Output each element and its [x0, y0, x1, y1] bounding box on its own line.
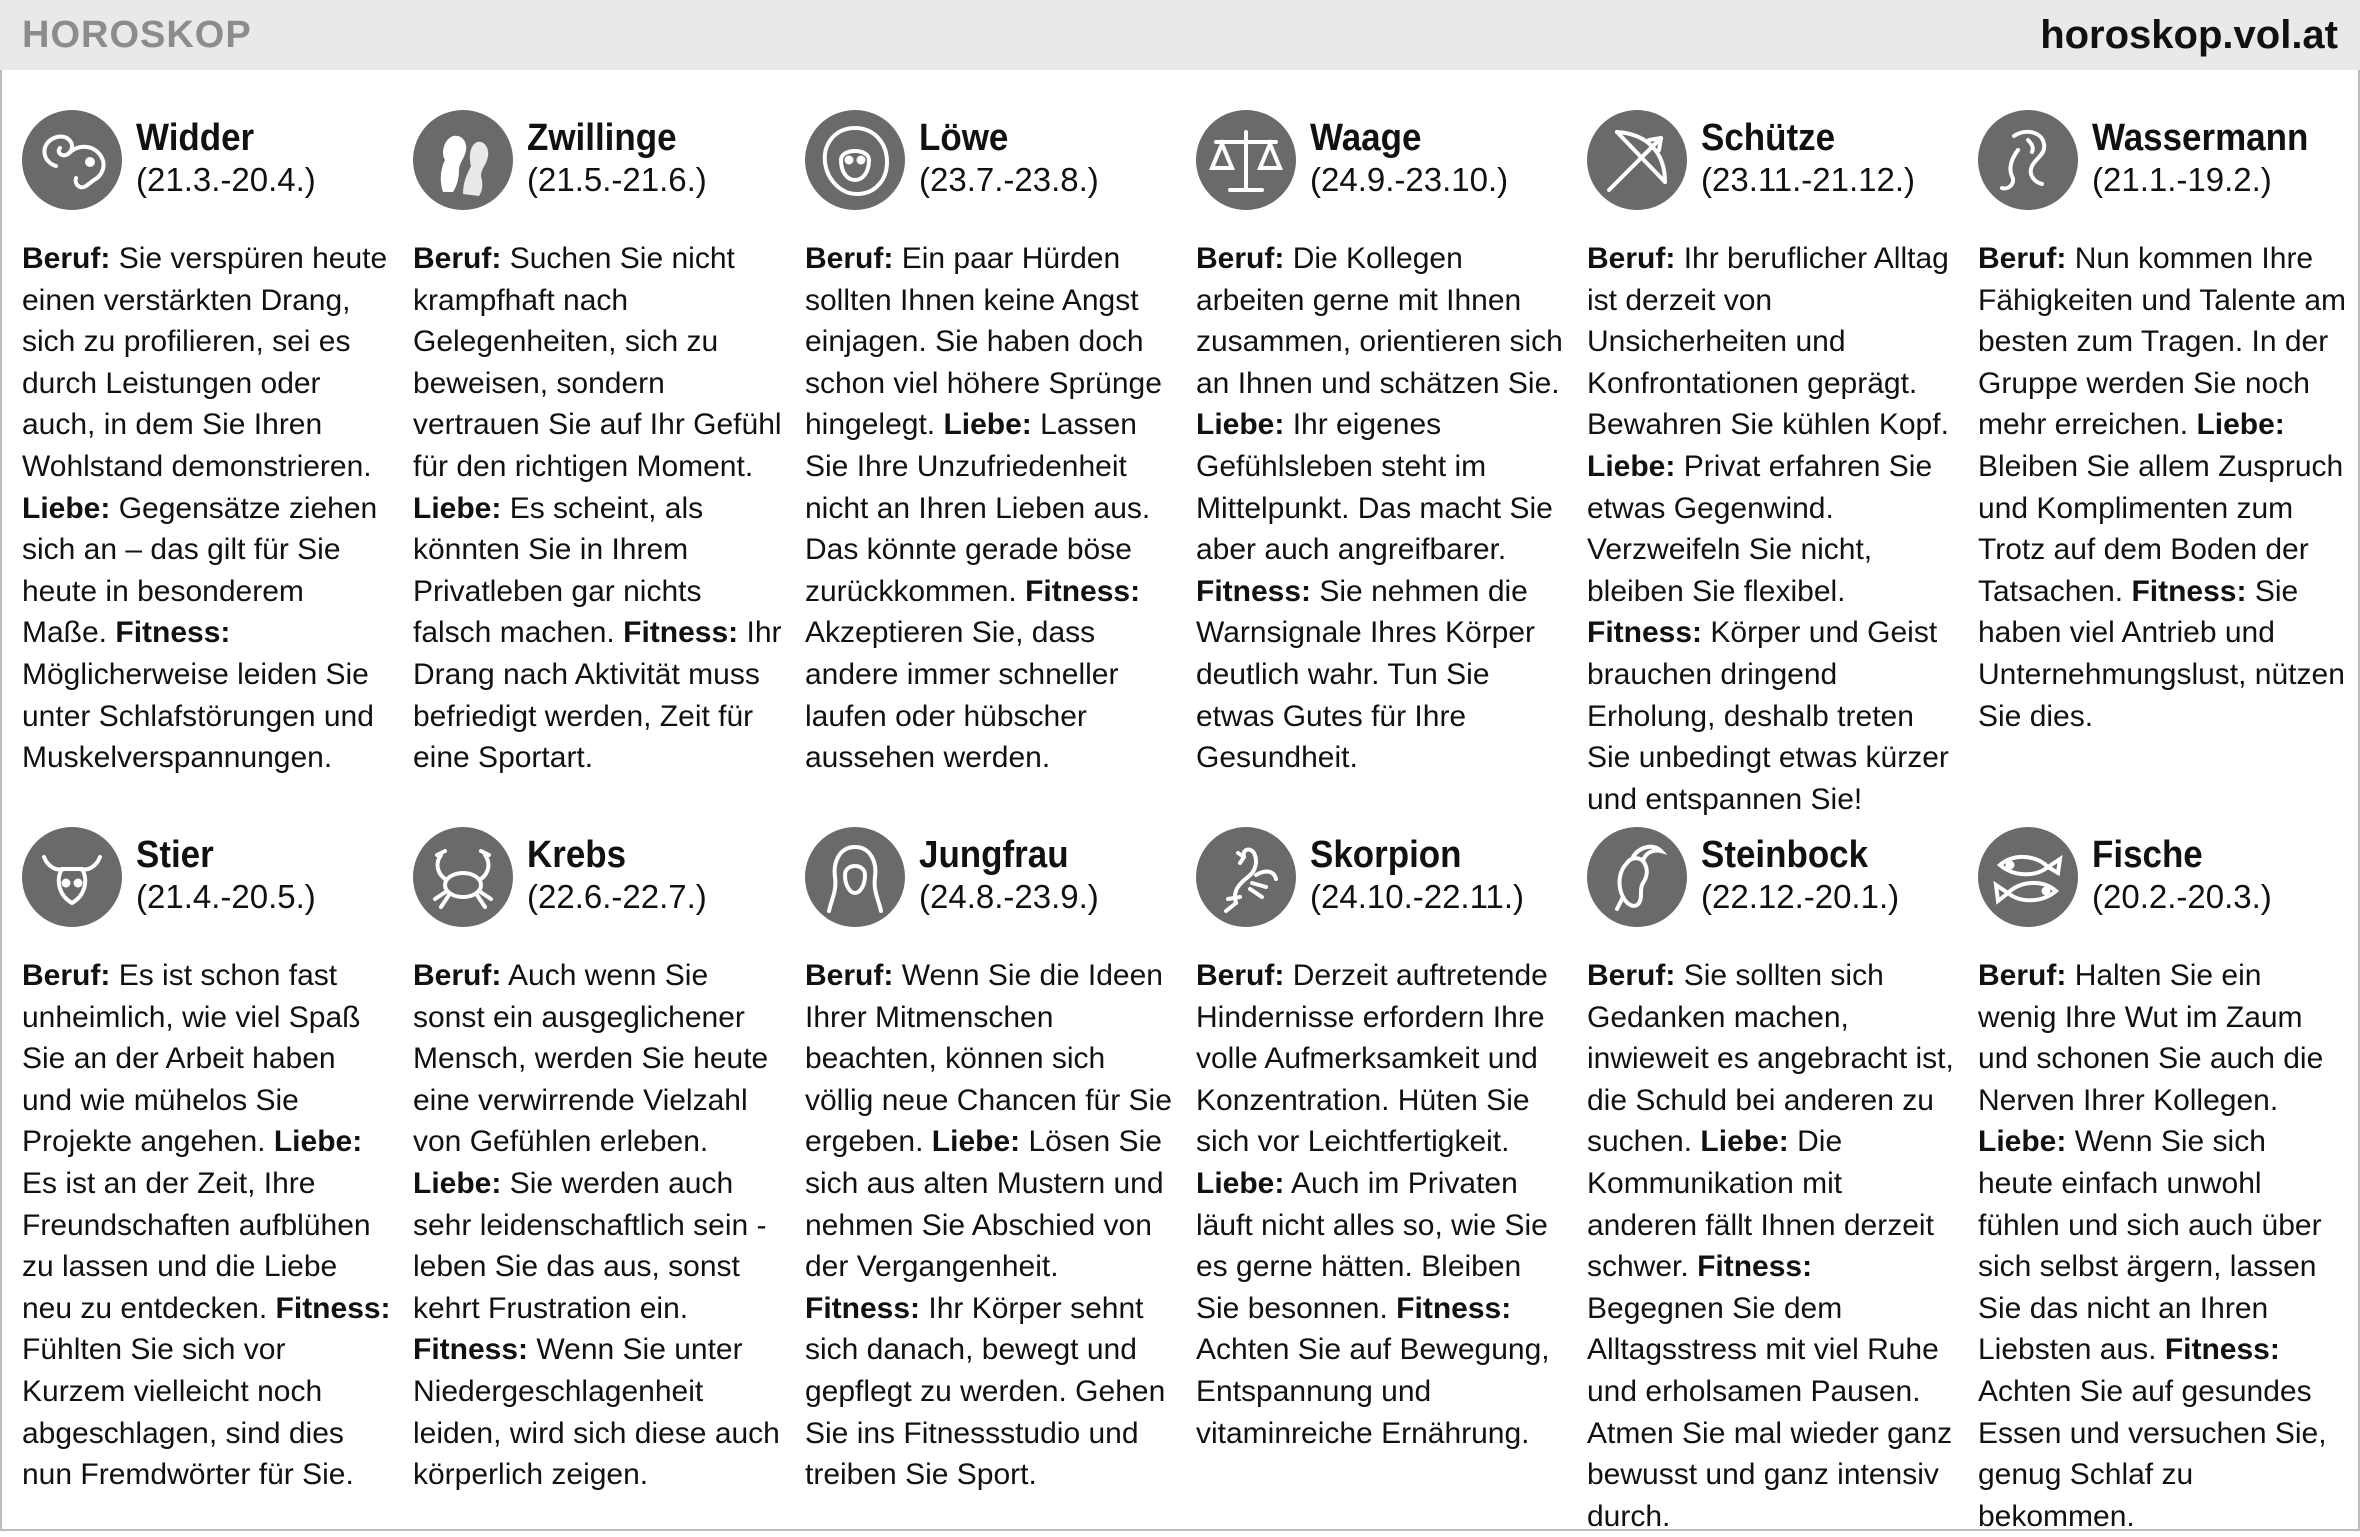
- fitness-text: Ihr Drang nach Aktivität muss befriedigt werden, Zeit für eine Sportart.: [413, 616, 782, 775]
- sign-name: Schütze: [1701, 117, 1836, 159]
- liebe-label: Liebe:: [1196, 408, 1285, 442]
- liebe-label: Liebe:: [2196, 408, 2285, 442]
- beruf-text: Auch wenn Sie sonst ein ausgeglichener Mensch, werden Sie heute eine verwirrende Vielzahl von Gefühlen erleben.: [413, 959, 769, 1159]
- sign-date: (21.3.-20.4.): [136, 161, 316, 198]
- fitness-text: Akzeptieren Sie, dass andere immer schneller laufen oder hübscher aussehen werden.: [805, 616, 1119, 775]
- sign-horoscope-text: [1196, 238, 1566, 779]
- scales-icon: [1196, 110, 1296, 210]
- sign-horoscope-text: [1978, 955, 2348, 1537]
- liebe-label: Liebe:: [22, 491, 111, 525]
- sign-name: Zwillinge: [527, 117, 677, 159]
- fitness-text: Ihr Körper sehnt sich danach, bewegt und gepflegt zu werden. Gehen Sie ins Fitnessstudio und treiben Sie Sport.: [805, 1291, 1166, 1492]
- sign-name: Wassermann: [2092, 117, 2309, 159]
- crab-icon: [413, 827, 513, 927]
- sign-date: (23.7.-23.8.): [919, 161, 1099, 198]
- fitness-text: Körper und Geist brauchen dringend Erholung, deshalb treten Sie unbedingt etwas kürzer und entspannen Sie!: [1587, 616, 1949, 816]
- beruf-label: Beruf:: [22, 242, 111, 275]
- sign-name: Widder: [136, 117, 255, 159]
- beruf-label: Beruf:: [22, 959, 111, 992]
- liebe-text: Privat erfahren Sie etwas Gegenwind. Verzweifeln Sie nicht, bleiben Sie flexibel.: [1587, 449, 1933, 608]
- sign-loewe: [805, 110, 1175, 779]
- page-header: [0, 0, 2360, 70]
- sign-horoscope-text: [413, 955, 783, 1496]
- liebe-text: Lassen Sie Ihre Unzufriedenheit nicht an Ihren Lieben aus. Das könnte gerade böse zurückkommen.: [805, 408, 1151, 608]
- fitness-label: Fitness:: [623, 616, 739, 650]
- sign-waage: [1196, 110, 1566, 779]
- fitness-label: Fitness:: [2164, 1333, 2280, 1367]
- twins-icon: [413, 110, 513, 210]
- beruf-text: Ein paar Hürden sollten Ihnen keine Angst einjagen. Sie haben doch schon viel höhere Sprünge hingelegt.: [805, 242, 1162, 442]
- liebe-label: Liebe:: [943, 408, 1032, 442]
- beruf-text: Halten Sie ein wenig Ihre Wut im Zaum und schonen Sie auch die Nerven Ihrer Kollegen.: [1978, 959, 2324, 1117]
- beruf-label: Beruf:: [1978, 959, 2067, 992]
- sign-steinbock: [1587, 827, 1957, 1537]
- fish-icon: [1978, 827, 2078, 927]
- liebe-label: Liebe:: [1978, 1125, 2067, 1159]
- goat-icon: [1587, 827, 1687, 927]
- archer-icon: [1587, 110, 1687, 210]
- liebe-label: Liebe:: [413, 1166, 502, 1200]
- fitness-text: Wenn Sie unter Niedergeschlagenheit leiden, wird sich diese auch körperlich zeigen.: [413, 1333, 780, 1492]
- sign-name: Stier: [136, 834, 214, 876]
- liebe-label: Liebe:: [1587, 449, 1676, 483]
- fitness-label: Fitness:: [1025, 574, 1141, 608]
- sign-wassermann: [1978, 110, 2348, 737]
- sign-horoscope-text: [22, 238, 392, 779]
- beruf-label: Beruf:: [413, 242, 502, 275]
- liebe-label: Liebe:: [273, 1125, 363, 1159]
- beruf-text: Wenn Sie die Ideen Ihrer Mitmenschen beachten, können sich völlig neue Chancen für Sie ergeben.: [805, 959, 1172, 1159]
- fitness-text: Fühlten Sie sich vor Kurzem vielleicht noch abgeschlagen, sind dies nun Fremdwörter für Sie.: [22, 1333, 354, 1492]
- beruf-text: Die Kollegen arbeiten gerne mit Ihnen zusammen, orientieren sich an Ihnen und schätzen Sie.: [1196, 242, 1563, 400]
- liebe-text: Es ist an der Zeit, Ihre Freundschaften aufblühen zu lassen und die Liebe neu zu entdecken.: [22, 1166, 371, 1325]
- sign-date: (21.1.-19.2.): [2092, 161, 2272, 198]
- sign-horoscope-text: [22, 955, 392, 1496]
- beruf-text: Ihr beruflicher Alltag ist derzeit von Unsicherheiten und Konfrontationen geprägt. Bewahren Sie kühlen Kopf.: [1587, 242, 1949, 442]
- fitness-label: Fitness:: [115, 616, 231, 650]
- ram-icon: [22, 110, 122, 210]
- liebe-text: Ihr eigenes Gefühlsleben steht im Mittelpunkt. Das macht Sie aber auch angreifbarer.: [1196, 408, 1553, 567]
- bull-icon: [22, 827, 122, 927]
- beruf-label: Beruf:: [805, 959, 894, 992]
- virgin-icon: [805, 827, 905, 927]
- sign-horoscope-text: [805, 238, 1175, 779]
- water-bearer-icon: [1978, 110, 2078, 210]
- liebe-text: Lösen Sie sich aus alten Mustern und nehmen Sie Abschied von der Vergangenheit.: [805, 1125, 1164, 1284]
- sign-date: (24.10.-22.11.): [1310, 878, 1525, 915]
- fitness-text: Achten Sie auf Bewegung, Entspannung und vitaminreiche Ernährung.: [1196, 1333, 1550, 1450]
- sign-date: (24.8.-23.9.): [919, 878, 1099, 915]
- fitness-label: Fitness:: [1697, 1250, 1813, 1284]
- beruf-label: Beruf:: [1587, 959, 1676, 992]
- sign-date: (22.12.-20.1.): [1701, 878, 1900, 915]
- liebe-label: Liebe:: [413, 491, 502, 525]
- beruf-text: Sie verspüren heute einen verstärkten Drang, sich zu profilieren, sei es durch Leistungen oder auch, in dem Sie Ihren Wohlstand demonstrieren.: [22, 242, 388, 483]
- fitness-label: Fitness:: [1196, 574, 1312, 608]
- beruf-label: Beruf:: [1587, 242, 1676, 275]
- liebe-label: Liebe:: [931, 1125, 1021, 1159]
- liebe-text: Es scheint, als könnten Sie in Ihrem Privatleben gar nichts falsch machen.: [413, 491, 704, 650]
- fitness-text: Sie haben viel Antrieb und Unternehmungslust, nützen Sie dies.: [1978, 574, 2345, 733]
- liebe-text: Wenn Sie sich heute einfach unwohl fühlen und sich auch über sich selbst ärgern, lassen Sie das nicht an Ihren Liebsten aus.: [1978, 1125, 2322, 1367]
- beruf-label: Beruf:: [413, 959, 502, 992]
- sign-horoscope-text: [805, 955, 1175, 1496]
- sign-name: Löwe: [919, 117, 1009, 159]
- fitness-label: Fitness:: [275, 1291, 391, 1325]
- sign-name: Waage: [1310, 117, 1422, 159]
- scorpion-icon: [1196, 827, 1296, 927]
- sign-name: Steinbock: [1701, 834, 1869, 876]
- liebe-text: Gegensätze ziehen sich an – das gilt für Sie heute in besonderem Maße.: [22, 491, 378, 650]
- sign-date: (24.9.-23.10.): [1310, 161, 1509, 198]
- sign-horoscope-text: [413, 238, 783, 779]
- sign-date: (21.5.-21.6.): [527, 161, 707, 198]
- fitness-label: Fitness:: [413, 1333, 529, 1367]
- beruf-text: Nun kommen Ihre Fähigkeiten und Talente am besten zum Tragen. In der Gruppe werden Sie noch mehr erreichen.: [1978, 242, 2347, 442]
- sign-date: (23.11.-21.12.): [1701, 161, 1916, 198]
- section-title: HOROSKOP: [22, 13, 252, 56]
- sign-date: (21.4.-20.5.): [136, 878, 316, 915]
- fitness-label: Fitness:: [2131, 574, 2247, 608]
- beruf-label: Beruf:: [1196, 242, 1285, 275]
- sign-zwillinge: [413, 110, 783, 779]
- beruf-label: Beruf:: [805, 242, 894, 275]
- lion-icon: [805, 110, 905, 210]
- sign-horoscope-text: [1978, 238, 2348, 737]
- sign-name: Fische: [2092, 834, 2203, 876]
- sign-name: Jungfrau: [919, 834, 1069, 876]
- sign-widder: [22, 110, 392, 779]
- liebe-text: Auch im Privaten läuft nicht alles so, wie Sie es gerne hätten. Bleiben Sie besonnen.: [1196, 1166, 1548, 1325]
- sign-name: Krebs: [527, 834, 627, 876]
- liebe-label: Liebe:: [1196, 1166, 1285, 1200]
- liebe-label: Liebe:: [1700, 1125, 1789, 1159]
- beruf-label: Beruf:: [1978, 242, 2067, 275]
- fitness-label: Fitness:: [805, 1291, 921, 1325]
- liebe-text: Die Kommunikation mit anderen fällt Ihnen derzeit schwer.: [1587, 1125, 1934, 1284]
- beruf-text: Es ist schon fast unheimlich, wie viel Spaß Sie an der Arbeit haben und wie mühelos Sie Projekte angehen.: [22, 959, 361, 1159]
- sign-date: (20.2.-20.3.): [2092, 878, 2272, 915]
- sign-fische: [1978, 827, 2348, 1537]
- sign-stier: [22, 827, 392, 1496]
- sign-schuetze: [1587, 110, 1957, 820]
- site-url: horoskop.vol.at: [2040, 12, 2338, 57]
- fitness-label: Fitness:: [1587, 616, 1703, 650]
- fitness-text: Begegnen Sie dem Alltagsstress mit viel Ruhe und erholsamen Pausen. Atmen Sie mal wieder ganz bewusst und ganz intensiv durch.: [1587, 1291, 1953, 1533]
- sign-horoscope-text: [1587, 238, 1957, 820]
- fitness-text: Achten Sie auf gesundes Essen und versuchen Sie, genug Schlaf zu bekommen.: [1978, 1374, 2327, 1533]
- fitness-text: Möglicherweise leiden Sie unter Schlafstörungen und Muskelverspannungen.: [22, 657, 374, 775]
- beruf-text: Derzeit auftretende Hindernisse erfordern Ihre volle Aufmerksamkeit und Konzentration. Hüten Sie sich vor Leichtfertigkeit.: [1196, 959, 1548, 1159]
- beruf-label: Beruf:: [1196, 959, 1285, 992]
- liebe-text: Bleiben Sie allem Zuspruch und Komplimenten zum Trotz auf dem Boden der Tatsachen.: [1978, 449, 2344, 608]
- liebe-text: Sie werden auch sehr leidenschaftlich sein - leben Sie das aus, sonst kehrt Frustration ein.: [413, 1166, 767, 1325]
- sign-name: Skorpion: [1310, 834, 1462, 876]
- sign-date: (22.6.-22.7.): [527, 878, 707, 915]
- beruf-text: Suchen Sie nicht krampfhaft nach Gelegenheiten, sich zu beweisen, sondern vertrauen Sie auf Ihr Gefühl für den richtigen Moment.: [413, 242, 782, 483]
- sign-horoscope-text: [1587, 955, 1957, 1537]
- fitness-text: Sie nehmen die Warnsignale Ihres Körper deutlich wahr. Tun Sie etwas Gutes für Ihre Gesundheit.: [1196, 574, 1536, 775]
- sign-horoscope-text: [1196, 955, 1566, 1454]
- sign-jungfrau: [805, 827, 1175, 1496]
- sign-skorpion: [1196, 827, 1566, 1454]
- sign-krebs: [413, 827, 783, 1496]
- beruf-text: Sie sollten sich Gedanken machen, inwieweit es angebracht ist, die Schuld bei anderen zu suchen.: [1587, 959, 1954, 1159]
- fitness-label: Fitness:: [1396, 1291, 1512, 1325]
